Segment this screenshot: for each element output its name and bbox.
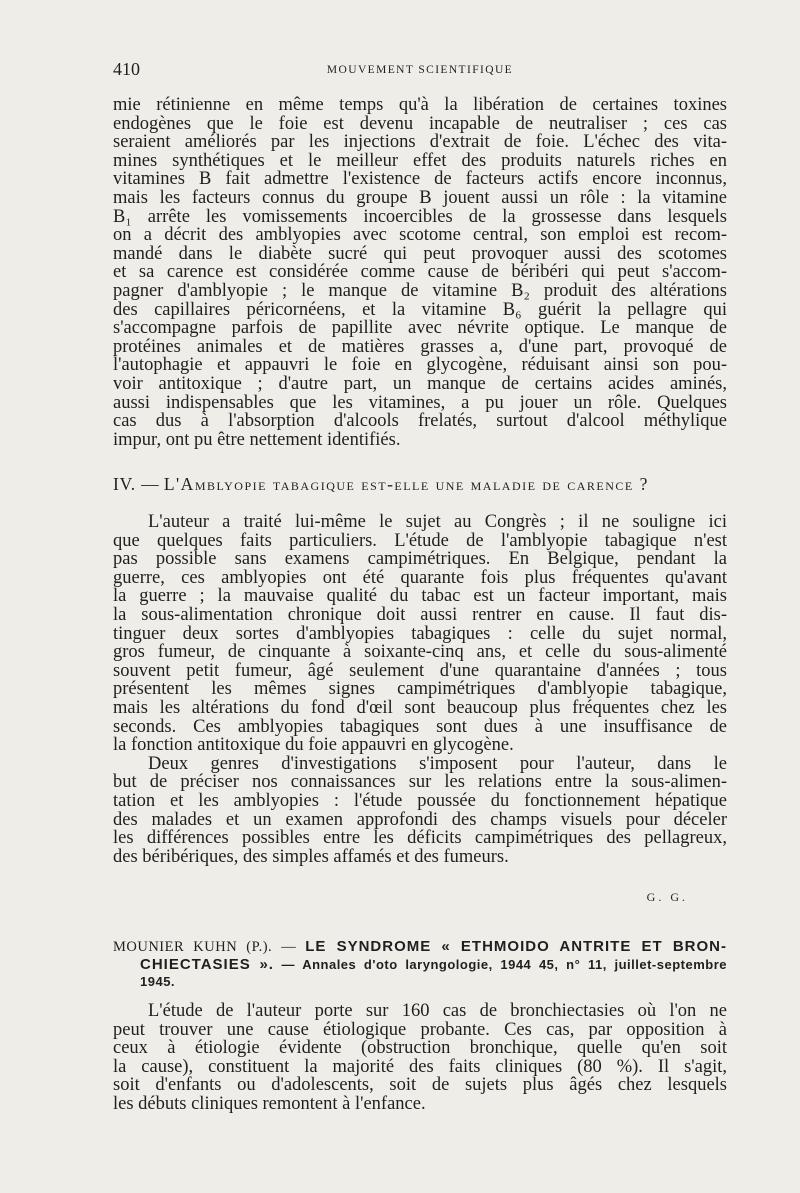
- text-line: on a décrit des amblyopies avec scotome central, son emploi est recom-: [113, 225, 727, 246]
- review-citation: — Annales d'oto laryngologie, 1944 45, n° 11, juillet-septembre: [281, 956, 728, 972]
- review-heading-line: [113, 938, 727, 956]
- text-line: L'étude de l'auteur porte sur 160 cas de bronchiectasies où l'on ne: [148, 1001, 727, 1021]
- section-title: L'Amblyopie tabagique est-elle une maladie de carence ?: [163, 474, 649, 494]
- text-line: tinguer deux sortes d'amblyopies tabagiques : celle du sujet normal,: [113, 623, 727, 644]
- review-citation-year: 1945.: [140, 974, 176, 989]
- text-line: pas possible sans examens campimétriques. En Belgique, pendant la: [113, 549, 727, 570]
- text-line: impur, ont pu être nettement identifiés.: [113, 429, 401, 450]
- text-line: la guerre ; la mauvaise qualité du tabac est un facteur important, mais: [113, 586, 727, 607]
- text-line: seconds. Ces amblyopies tabagiques sont dues à une insuffisance de: [113, 716, 727, 737]
- text-line: les débuts cliniques remontent à l'enfance.: [113, 1093, 426, 1114]
- text-line: mandé dans le diabète sucré qui peut provoquer aussi des scotomes: [113, 243, 727, 264]
- text-line: mie rétinienne en même temps qu'à la libération de certaines toxines: [113, 95, 727, 115]
- text-line: pagner d'amblyopie ; le manque de vitamine B₂ produit des altérations: [113, 280, 727, 301]
- text-line: mines synthétiques et le meilleur effet des produits naturels riches en: [113, 150, 727, 171]
- page-header: [113, 58, 727, 80]
- text-line: la fonction antitoxique du foie appauvri en glycogène.: [113, 735, 514, 756]
- text-line: protéines animales et de matières grasses a, d'une part, provoqué de: [113, 336, 727, 357]
- text-line: ceux à étiologie évidente (obstruction bronchique, quelle qu'en soit: [113, 1038, 727, 1059]
- text-line: B₁ arrête les vomissements incoercibles de la grossesse dans lesquels: [113, 206, 727, 227]
- text-line: voir antitoxique ; d'autre part, un manque de certains acides aminés,: [113, 373, 727, 394]
- review-title: CHIECTASIES ».: [140, 955, 274, 973]
- text-line: L'auteur a traité lui-même le sujet au Congrès ; il ne souligne ici: [148, 512, 727, 532]
- section-body: [113, 513, 727, 866]
- text-line: vitamines B fait admettre l'existence de facteurs actifs encore inconnus,: [113, 169, 727, 190]
- review-title: LE SYNDROME « ETHMOIDO ANTRITE ET BRON-: [305, 938, 727, 955]
- text-line: aussi indispensables que les vitamines, a pu jouer un rôle. Quelques: [113, 392, 727, 413]
- section-heading: [113, 474, 727, 494]
- page-number: 410: [113, 59, 140, 79]
- text-line: présentent les mêmes signes campimétriques d'amblyopie tabagique,: [113, 679, 727, 700]
- text-line: mais les altérations du fond d'œil sont beaucoup plus fréquentes chez les: [113, 697, 727, 718]
- text-line: des béribériques, des simples affamés et des fumeurs.: [113, 846, 509, 867]
- review-heading-line: [113, 956, 727, 974]
- review-paragraph: [113, 1002, 727, 1114]
- text-line: que quelques faits particuliers. L'étude de l'amblyopie tabagique n'est: [113, 530, 727, 551]
- text-line: soit d'enfants ou d'adolescents, soit de sujets plus âgés chez lesquels: [113, 1075, 727, 1096]
- text-line: la sous-alimentation chronique doit aussi rentrer en cause. Il faut dis-: [113, 604, 727, 625]
- text-line: peut trouver une cause étiologique probante. Ces cas, par opposition à: [113, 1019, 727, 1040]
- text-line: souvent petit fumeur, âgé seulement d'une quarantaine d'années ; tous: [113, 660, 727, 681]
- text-line: seraient améliorés par les injections d'extrait de foie. L'échec des vita-: [113, 132, 727, 153]
- text-line: des malades et un examen approfondi des champs visuels pour déceler: [113, 809, 727, 830]
- text-line: et sa carence est considérée comme cause de béribéri qui peut s'accom-: [113, 262, 727, 283]
- text-line: les différences possibles entre les déficits campimétriques des pellagreux,: [113, 828, 727, 849]
- text-line: s'accompagne parfois de papillite avec névrite optique. Le manque de: [113, 318, 727, 339]
- text-line: l'autophagie et appauvri le foie en glycogène, réduisant ainsi son pou-: [113, 355, 727, 376]
- text-line: Deux genres d'investigations s'imposent pour l'auteur, dans le: [148, 753, 727, 774]
- text-line: des capillaires péricornéens, et la vitamine B₆ guérit la pellagre qui: [113, 299, 727, 320]
- text-line: guerre, ces amblyopies ont été quarante fois plus fréquentes qu'avant: [113, 567, 727, 588]
- author-initials: G. G.: [646, 890, 688, 904]
- text-line: cas dus à l'absorption d'alcools frelatés, surtout d'alcool méthylique: [113, 411, 727, 432]
- review-author: MOUNIER KUHN (P.). —: [113, 939, 297, 955]
- section-number: IV. —: [113, 474, 160, 494]
- text-line: mais les facteurs connus du groupe B jouent aussi un rôle : la vitamine: [113, 187, 727, 208]
- text-line: tation et les amblyopies : l'étude poussée du fonctionnement hépatique: [113, 790, 727, 811]
- review-heading-line: [113, 973, 727, 991]
- continuation-paragraph: [113, 96, 727, 449]
- paragraph: [113, 755, 727, 867]
- text-line: gros fumeur, de cinquante à soixante-cinq ans, et celle du sous-alimenté: [113, 642, 727, 663]
- text-line: endogènes que le foie est devenu incapable de neutraliser ; ces cas: [113, 113, 727, 134]
- running-head: MOUVEMENT SCIENTIFIQUE: [326, 64, 514, 76]
- review-heading: [113, 938, 727, 991]
- text-line: la cause), constituent la majorité des faits cliniques (80 %). Il s'agit,: [113, 1056, 727, 1077]
- text-line: but de préciser nos connaissances sur les relations entre la sous-alimen-: [113, 772, 727, 793]
- paragraph: [113, 513, 727, 755]
